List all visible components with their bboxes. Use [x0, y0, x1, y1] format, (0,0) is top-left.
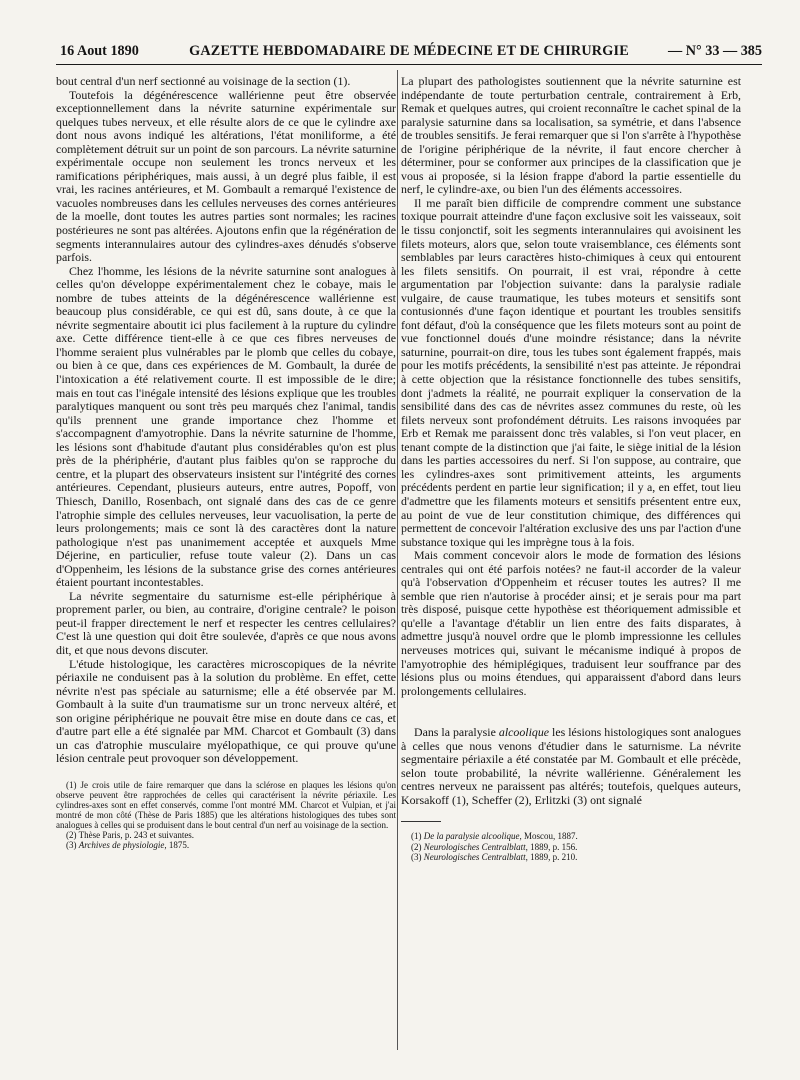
footnote: (2) Thèse Paris, p. 243 et suivantes.	[66, 830, 195, 841]
paragraph: Chez l'homme, les lésions de la névrite saturnine sont analogues à celles qu'on développe expérimentalement chez le cobaye, mais le nombre de tubes atteints de la dégénérescence wallérienne est beaucoup plus considérable, ce qui est dû, sans doute, à ce que la névrite segmentaire aboutit ici plus facilement à la rupture du cylindre axe. Cette différence tient-elle à ce que ces fibres nerveuses de l'homme seraient plus vulnérables par le plomb que celles du cobaye, ou bien à ce que, dans ces expériences de M. Gombault, la durée de l'intoxication a été relativement courte. Il est impossible de le dire; mais en tout cas l'inégale intensité des lésions explique que les troubles paralytiques manquent ou sont très peu marqués chez l'animal, tandis qu'ils prennent une grande importance chez l'homme et s'accompagnent d'amyotrophie. Dans la névrite saturnine de l'homme, les lésions sont d'habitude d'autant plus considérables qu'on est plus près de la phériphérie, d'autant plus faibles qu'on se rapproche du centre, et la plupart des observateurs insistent sur l'intégrité des cornes antérieures. Cependant, plusieurs auteurs, entre autres, Popoff, von Thiesch, Danillo, Rosenbach, ont signalé dans des cas de ce genre l'atrophie simple des cellules nerveuses, leur vacuolisation, la perte de leurs prolongements; mais ce sont là des caractères dont la nature pathologique n'est pas unanimement acceptée et auxquels Mme Déjerine, en particulier, refuse toute valeur (2). Dans un cas d'Oppenheim, les lésions de la substance grise des cornes antérieures étaient pourtant incontestables.	[56, 263, 396, 590]
footnote-number: (3)	[66, 840, 77, 851]
paragraph-text: Dans la paralysie	[414, 725, 499, 740]
footnote-number: (2)	[411, 841, 422, 852]
paragraph: Mais comment concevoir alors le mode de formation des lésions centrales qui ont été parfois notées? ne faut-il accorder de la valeur qu'à l'observation d'Oppenheim et récuser toutes les autres? Il me semble que rien n'autorise à procéder ainsi; et je serais pour ma part très disposé, puisque cette hypothèse est théoriquement admissible et qu'elle a l'avantage d'établir un lien entre des faits disparates, à admettre jusqu'à nouvel ordre que le plomb impressionne les cellules nerveuses motrices qui, suivant le mécanisme indiqué à propos de l'amyotrophie des hémiplégiques, traduisent leur souffrance par des lésions plus ou moins étendues, qui apparaissent d'abord dans leurs prolongements cellulaires.	[401, 548, 741, 698]
paragraph: La névrite segmentaire du saturnisme est-elle périphérique à proprement parler, ou bien, au contraire, d'origine centrale? le poison peut-il frapper directement le nerf et respecter les centres cellulaires? C'est là une question qui doit être soulevée, d'après ce que nous avons dit, et que nous devons discuter.	[56, 588, 396, 657]
issue-date: 16 Aout 1890	[60, 43, 139, 59]
paragraph: Toutefois la dégénérescence wallérienne peut être observée exceptionnellement dans la névrite saturnine expérimentale sur quelques tubes nerveux, et elle résulte alors de ce que le cylindre axe dont nous avons indiqué les altérations, l'état moniliforme, a été complètement détruit sur un point de son parcours. La névrite saturnine expérimentale occupe non seulement les troncs nerveux et les ramifications périphériques, mais aussi, à un degré plus faible, il est vrai, les racines antérieures, et M. Gombault a remarqué l'existence de vacuoles nombreuses dans les cellules nerveuses des cornes antérieures de la moelle, dont toutes les autres parties sont normales; les racines postérieures ne sont pas altérées. Ajoutons enfin que la régénération de segments interannulaires autour des cylindres-axes dénudés s'observe parfois.	[56, 87, 396, 265]
journal-title: GAZETTE HEBDOMADAIRE DE MÉDECINE ET DE CHIRURGIE	[189, 43, 629, 59]
column-divider	[397, 70, 398, 1050]
left-column	[56, 75, 396, 851]
paragraph: bout central d'un nerf sectionné au voisinage de la section (1).	[56, 74, 351, 88]
footnote-detail: , 1875.	[164, 840, 190, 851]
footnotes	[401, 821, 741, 862]
paragraph: La plupart des pathologistes soutiennent que la névrite saturnine est indépendante de toute perturbation centrale, contrairement à Erb, Remak et quelques autres, qui croient reconnaître le cachet spinal de la paralysie saturnine dans sa localisation, sa symétrie, et dans l'absence de troubles sensitifs. Je ferai remarquer que si l'on s'arrête à l'hypothèse de l'origine périphérique de la névrite, il faut encore chercher à déterminer, pour se conformer aux principes de la classification que je vous ai proposée, si la lésion frappe d'abord la partie essentielle du nerf, le cylindre-axe, ou bien l'un des éléments accessoires.	[401, 74, 741, 197]
right-column	[401, 75, 741, 862]
footnotes	[56, 780, 396, 851]
footnote	[401, 842, 741, 852]
footnote-detail: , 1889, p. 156.	[525, 841, 578, 852]
paragraph-text: les lésions histologiques sont analogues à celles que nous venons d'étudier dans le saturnisme. La névrite segmentaire périaxile a été constatée par M. Gombault et elle précède, selon toute probabilité, la névrite wallérienne. Généralement les centres nerveux ne paraissent pas altérés; toutefois, quelques auteurs, Korsakoff (1), Scheffer (2), Erlitzki (3) ont signalé	[401, 725, 741, 807]
footnote-detail: , Moscou, 1887.	[519, 831, 578, 842]
running-header	[56, 40, 762, 65]
footnote-title: De la paralysie alcoolique	[423, 831, 520, 842]
issue-page-number: — N° 33 — 385	[668, 43, 762, 59]
footnote: (1) Je crois utile de faire remarquer que dans la sclérose en plaques les lésions qu'on observe peuvent être rapprochées de celles qui caractérisent la névrite périaxile. Les cylindres-axes sont en effet conservés, comme l'ont montré MM. Charcot et Vulpian, et j'ai montré de mon côté (Thèse de Paris 1885) que les altérations histologiques des tubes sont analogues à celles qui se produisent dans le bout central d'un nerf au voisinage de la section.	[56, 779, 396, 831]
section-gap	[401, 698, 741, 726]
paragraph: Il me paraît bien difficile de comprendre comment une substance toxique pourrait atteindre d'une façon exclusive soit les vaisseaux, soit le tissu conjonctif, soit les segments interannulaires qui avoisinent les filets moteurs, alors que, selon toute vraisemblance, ces éléments sont semblables par leurs caractères histo-chimiques à ceux qui entourent les filets sensitifs. On pourrait, il est vrai, répondre à cette argumentation par l'objection suivante: dans la paralysie radiale vulgaire, de cause traumatique, les tubes moteurs et sensitifs sont contusionnés d'une façon identique et pourtant les troubles sensitifs font défaut, d'où la conséquence que les filets moteurs sont au point de vue fonctionnel doués d'une moindre résistance; dans la névrite saturnine, pourrait-on dire, tous les tubes sont également frappés, mais pour les motifs précédents, la sensibilité n'est pas atteinte. Je répondrai à cette objection que la résistance fonctionnelle des tubes sensitifs, dont j'admets la réalité, ne pourrait expliquer la conservation de la sensibilité dans des cas de névrites assez communes du reste, où les filets nerveux sont profondément détruits. Les raisons invoquées par Erb et Remak me paraissent donc très valables, si l'on veut placer, en tenant compte de la distinction que j'ai faite, le siège initial de la lésion dans les parties accessoires du nerf. Si l'on suppose, au contraire, que les cylindres-axes sont primitivement atteints, les arguments précédents perdent en partie leur signification; il y a, en effet, tout lieu d'admettre que les filaments moteurs et sensitifs présentent entre eux, au point de vue de leur constitution chimique, des différences qui permettent de concevoir l'altération exclusive des uns par l'action d'une substance toxique qui les imprègne tous à la fois.	[401, 195, 741, 549]
footnote-title: Archives de physiologie	[78, 840, 165, 851]
paragraph	[401, 726, 741, 807]
footnote-title: Neurologisches Centralblatt	[423, 841, 526, 852]
footnote	[56, 840, 396, 850]
footnote	[401, 852, 741, 862]
footnote-detail: , 1889, p. 210.	[525, 851, 578, 862]
footnote-number: (1)	[411, 831, 422, 842]
footnote	[401, 831, 741, 841]
footnote-title: Neurologisches Centralblatt	[423, 851, 526, 862]
emphasis: alcoolique	[498, 725, 550, 740]
paragraph: L'étude histologique, les caractères microscopiques de la névrite périaxile ne conduisent pas à la solution du problème. En effet, cette névrite n'est pas spéciale au saturnisme; elle a été observée par M. Gombault à la suite d'un traumatisme sur un tronc nerveux altéré, et son origine périphérique ne pouvait être mise en doute dans ce cas, et d'autre part elle a été signalée par MM. Charcot et Gombault (3) dans un cas d'atrophie musculaire myélopathique, ce qui prouve qu'une lésion centrale peut provoquer son développement.	[56, 656, 396, 766]
footnote-number: (3)	[411, 851, 422, 862]
